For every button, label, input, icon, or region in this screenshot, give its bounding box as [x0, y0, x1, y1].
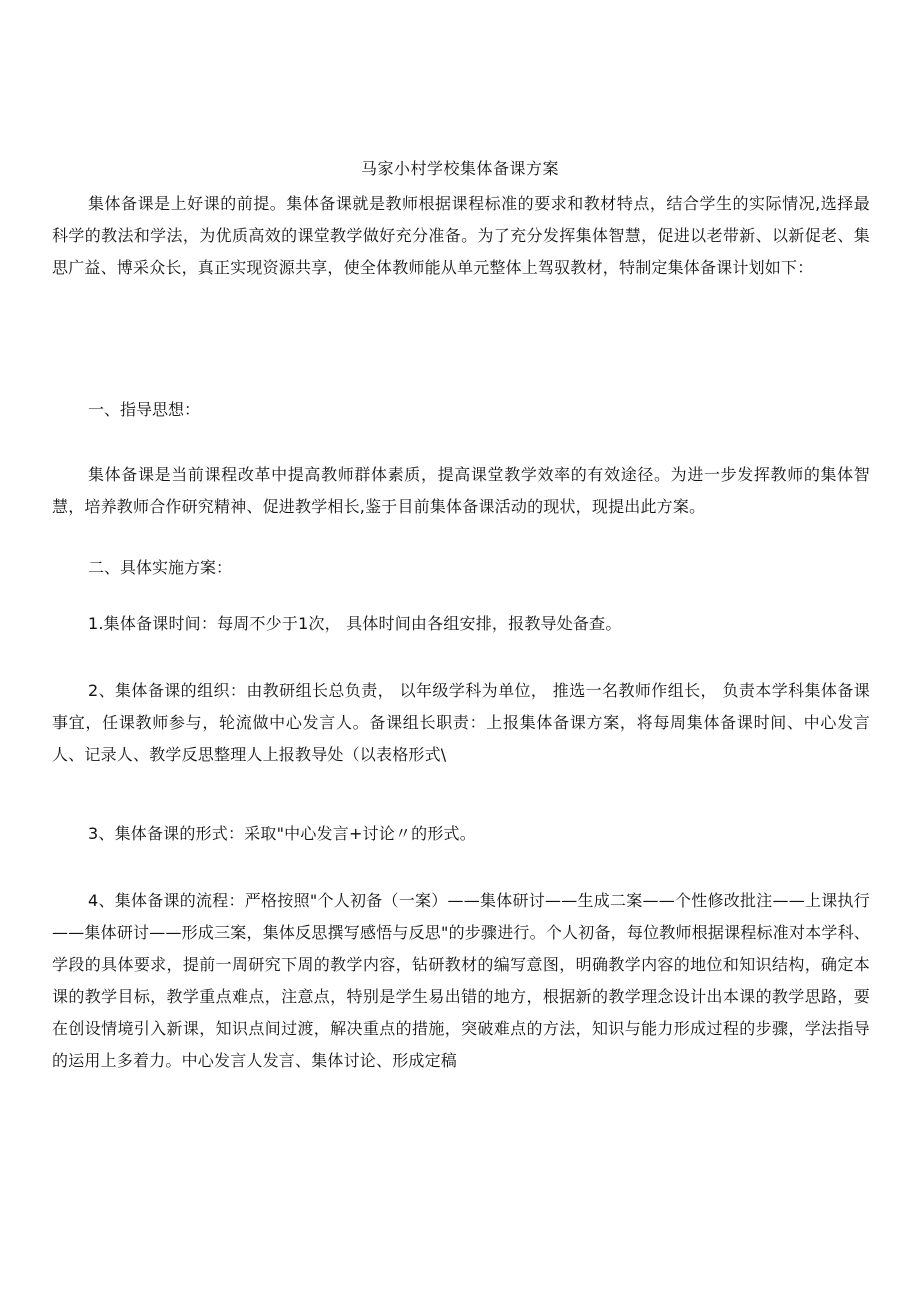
intro-paragraph: 集体备课是上好课的前提。集体备课就是教师根据课程标准的要求和教材特点，结合学生的实际情况,选择最科学的教法和学法，为优质高效的课堂教学做好充分准备。为了充分发挥集体智慧，促进以老带新、以新促老、集思广益、博采众长，真正实现资源共享，使全体教师能从单元整体上驾驭教材，特制定集体备课计划如下： [52, 194, 870, 277]
implementation-item-process: 4、集体备课的流程：严格按照"个人初备（一案）——集体研讨——生成二案——个性修改批注——上课执行——集体研讨——形成三案，集体反思撰写感悟与反思"的步骤进行。个人初备，每位教师根据课程标准对本学科、学段的具体要求，提前一周研究下周的教学内容，钻研教材的编写意图，明确教学内容的地位和知识结构，确定本课的教学目标，教学重点难点，注意点，特别是学生易出错的地方，根据新的教学理念设计出本课的教学思路，要在创设情境引入新课，知识点间过渡，解决重点的措施，突破难点的方法，知识与能力形成过程的步骤，学法指导的运用上多着力。中心发言人发言、集体讨论、形成定稿 [52, 891, 870, 1070]
implementation-item-organization: 2、集体备课的组织：由教研组长总负责， 以年级学科为单位， 推选一名教师作组长， 负责本学科集体备课事宜，任课教师参与，轮流做中心发言人。备课组长职责：上报集体备课方案，将每周集体备课时间、中心发言人、记录人、教学反思整理人上报教导处（以表格形式\ [52, 681, 870, 764]
section-heading-implementation: 二、具体实施方案： [88, 558, 233, 577]
document-title: 马家小村学校集体备课方案 [360, 159, 559, 178]
implementation-item-time: 1.集体备课时间：每周不少于1次， 具体时间由各组安排，报教导处备查。 [88, 614, 622, 633]
guiding-thought-paragraph: 集体备课是当前课程改革中提高教师群体素质，提高课堂教学效率的有效途径。为进一步发挥教师的集体智慧，培养教师合作研究精神、促进教学相长,鉴于目前集体备课活动的现状，现提出此方案。 [52, 465, 870, 516]
section-heading-guiding-thought: 一、指导思想： [88, 400, 201, 419]
implementation-item-form: 3、集体备课的形式：采取"中心发言+讨论〃的形式。 [88, 824, 476, 843]
